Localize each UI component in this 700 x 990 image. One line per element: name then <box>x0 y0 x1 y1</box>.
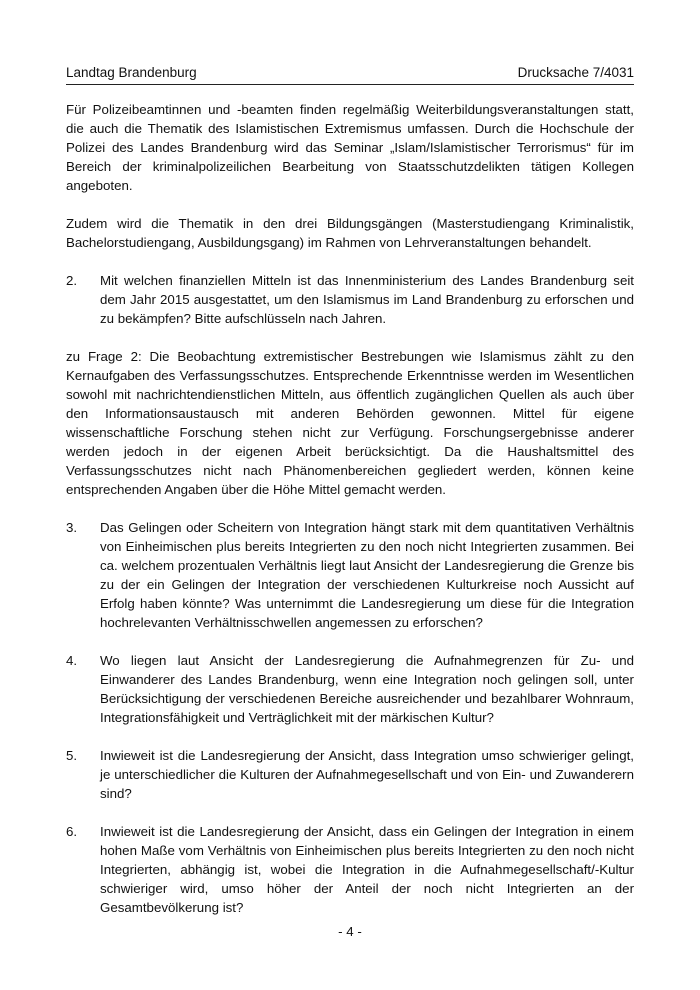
page-number: - 4 - <box>338 924 362 939</box>
answer-question-2: zu Frage 2: Die Beobachtung extremistischer Bestrebungen wie Islamismus zählt zu den Kernaufgaben des Verfassungsschutzes. Entsprechende Erkenntnisse werden im Wesentlichen sowohl mit nachrichtendienstlichen Mitteln, aus öffentlich zugänglichen Quellen als auch über den Informationsaustausch mit anderen Behörden gewonnen. Mittel für eigene wissenschaftliche Forschung stehen nicht zur Verfügung. Forschungsergebnisse anderer werden jedoch in der eigenen Arbeit berücksichtigt. Da die Haushaltsmittel des Verfassungsschutzes nicht nach Phänomenbereichen gegliedert werden, können keine entsprechenden Angaben über die Höhe Mittel gemacht werden. <box>66 349 634 497</box>
question-number: 5. <box>66 748 78 763</box>
question-item <box>66 271 634 328</box>
document-body <box>66 100 634 936</box>
question-item <box>66 822 634 917</box>
question-text: Inwieweit ist die Landesregierung der Ansicht, dass Integration umso schwieriger gelingt, je unterschiedlicher die Kulturen der Aufnahmegesellschaft und von Ein- und Zuwanderern sind? <box>100 748 634 801</box>
question-text: Mit welchen finanziellen Mitteln ist das Innenministerium des Landes Brandenburg seit dem Jahr 2015 ausgestattet, um den Islamismus im Land Brandenburg zu erforschen und zu bekämpfen? Bitte aufschlüsseln nach Jahren. <box>100 273 634 326</box>
question-number: 6. <box>66 824 78 839</box>
paragraph-education-programs: Zudem wird die Thematik in den drei Bildungsgängen (Masterstudiengang Kriminalistik, Bachelorstudiengang, Ausbildungsgang) im Rahmen von Lehrveranstaltungen behandelt. <box>66 216 634 250</box>
header-document-number: Drucksache 7/4031 <box>517 65 634 80</box>
question-item <box>66 651 634 727</box>
question-text: Wo liegen laut Ansicht der Landesregierung die Aufnahmegrenzen für Zu- und Einwanderer des Landes Brandenburg, wenn eine Integration noch gelingen soll, unter Berücksichtigung der verschiedenen Bereiche ausreichender und bezahlbarer Wohnraum, Integrationsfähigkeit und Verträglichkeit mit der märkischen Kultur? <box>100 653 634 725</box>
question-text: Inwieweit ist die Landesregierung der Ansicht, dass ein Gelingen der Integration in einem hohen Maße vom Verhältnis von Einheimischen plus bereits Integrierten zu den noch nicht Integrierten, abhängig ist, wobei die Integration in die Aufnahmegesellschaft/-Kultur schwieriger wird, umso höher der Anteil der noch nicht Integrierten an der Gesamtbevölkerung ist? <box>100 824 634 915</box>
header-publisher: Landtag Brandenburg <box>66 65 197 80</box>
paragraph-training: Für Polizeibeamtinnen und -beamten finden regelmäßig Weiterbildungsveranstaltungen statt, die auch die Thematik des Islamistischen Extremismus umfassen. Durch die Hochschule der Polizei des Landes Brandenburg wird das Seminar „Islam/Islamistischer Terrorismus“ für im Bereich der kriminalpolizeilichen Bearbeitung von Staatsschutzdelikten tätigen Kollegen angeboten. <box>66 102 634 193</box>
question-number: 3. <box>66 520 78 535</box>
question-number: 2. <box>66 273 78 288</box>
question-item <box>66 518 634 632</box>
question-item <box>66 746 634 803</box>
page-header <box>66 64 634 85</box>
question-number: 4. <box>66 653 78 668</box>
question-text: Das Gelingen oder Scheitern von Integration hängt stark mit dem quantitativen Verhältnis von Einheimischen plus bereits Integrierten zu den noch nicht Integrierten zusammen. Bei ca. welchem prozentualen Verhältnis liegt laut Ansicht der Landesregierung die Grenze bis zu der ein Gelingen der Integration der verschiedenen Kulturkreise noch Aussicht auf Erfolg haben könnte? Was unternimmt die Landesregierung um diese für die Integration hochrelevanten Verhältnisschwellen angemessen zu erforschen? <box>100 520 634 630</box>
